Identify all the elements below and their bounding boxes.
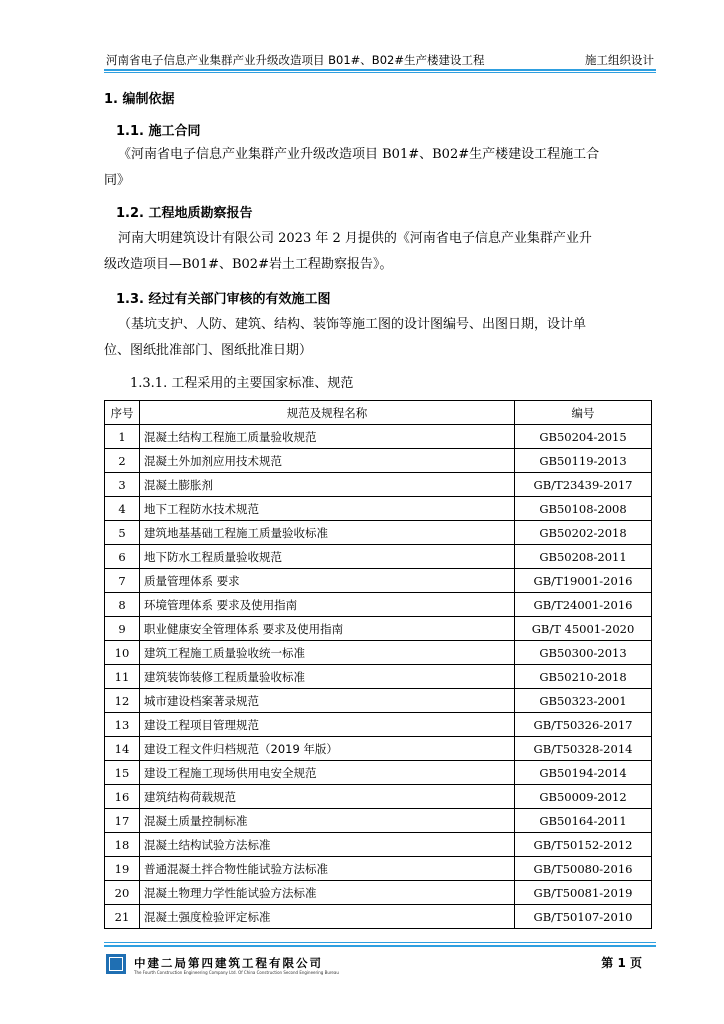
section-heading-1-3-1: 1.3.1. 工程采用的主要国家标准、规范 <box>130 376 354 391</box>
section-heading-1: 1. 编制依据 <box>104 92 175 107</box>
row-code: GB50009-2012 <box>515 785 652 809</box>
row-no: 6 <box>105 545 140 569</box>
row-name: 建筑结构荷载规范 <box>140 785 515 809</box>
row-no: 14 <box>105 737 140 761</box>
table-row <box>105 833 652 857</box>
contract-line-1: 《河南省电子信息产业集群产业升级改造项目 B01#、B02#生产楼建设工程施工合 <box>118 147 600 162</box>
row-name: 职业健康安全管理体系 要求及使用指南 <box>140 617 515 641</box>
row-code: GB50119-2013 <box>515 449 652 473</box>
header-project-title: 河南省电子信息产业集群产业升级改造项目 B01#、B02#生产楼建设工程 <box>106 53 485 67</box>
row-no: 15 <box>105 761 140 785</box>
table-row <box>105 665 652 689</box>
survey-line-1: 河南大明建筑设计有限公司 2023 年 2 月提供的《河南省电子信息产业集群产业升 <box>118 231 592 246</box>
row-no: 2 <box>105 449 140 473</box>
row-name: 混凝土结构工程施工质量验收规范 <box>140 425 515 449</box>
row-code: GB/T23439-2017 <box>515 473 652 497</box>
table-body <box>105 425 652 929</box>
row-no: 19 <box>105 857 140 881</box>
table-row <box>105 905 652 929</box>
row-name: 建设工程施工现场供用电安全规范 <box>140 761 515 785</box>
section-heading-1-2: 1.2. 工程地质勘察报告 <box>116 206 253 221</box>
row-no: 3 <box>105 473 140 497</box>
row-name: 建设工程文件归档规范（2019 年版） <box>140 737 515 761</box>
contract-paragraph <box>104 142 656 194</box>
company-name: 中建二局第四建筑工程有限公司 <box>134 956 323 970</box>
survey-paragraph <box>104 226 656 278</box>
row-name: 混凝土膨胀剂 <box>140 473 515 497</box>
footer-divider-thin <box>104 942 656 943</box>
table-row <box>105 881 652 905</box>
page-header <box>104 52 656 70</box>
row-no: 9 <box>105 617 140 641</box>
row-code: GB50194-2014 <box>515 761 652 785</box>
row-name: 质量管理体系 要求 <box>140 569 515 593</box>
row-code: GB50210-2018 <box>515 665 652 689</box>
row-no: 20 <box>105 881 140 905</box>
row-no: 10 <box>105 641 140 665</box>
table-row <box>105 473 652 497</box>
row-no: 4 <box>105 497 140 521</box>
row-name: 城市建设档案著录规范 <box>140 689 515 713</box>
row-code: GB/T50326-2017 <box>515 713 652 737</box>
table-row <box>105 521 652 545</box>
row-name: 混凝土结构试验方法标准 <box>140 833 515 857</box>
row-name: 普通混凝土拌合物性能试验方法标准 <box>140 857 515 881</box>
table-row <box>105 641 652 665</box>
page-number: 第 1 页 <box>601 956 642 970</box>
table-row <box>105 449 652 473</box>
company-logo-icon <box>106 954 126 974</box>
header-divider <box>104 69 656 71</box>
standards-table <box>104 400 652 929</box>
row-no: 11 <box>105 665 140 689</box>
table-row <box>105 497 652 521</box>
table-row <box>105 857 652 881</box>
header-divider-thin <box>104 72 656 73</box>
table-row <box>105 593 652 617</box>
row-name: 地下防水工程质量验收规范 <box>140 545 515 569</box>
row-code: GB50164-2011 <box>515 809 652 833</box>
row-no: 13 <box>105 713 140 737</box>
header-code: 编号 <box>515 401 652 425</box>
table-row <box>105 761 652 785</box>
row-name: 建筑装饰装修工程质量验收标准 <box>140 665 515 689</box>
row-code: GB/T50152-2012 <box>515 833 652 857</box>
row-no: 7 <box>105 569 140 593</box>
row-code: GB/T19001-2016 <box>515 569 652 593</box>
table-row <box>105 425 652 449</box>
row-name: 建筑工程施工质量验收统一标准 <box>140 641 515 665</box>
row-name: 环境管理体系 要求及使用指南 <box>140 593 515 617</box>
table-row <box>105 569 652 593</box>
company-name-english: The Fourth Construction Engineering Company Ltd. Of China Construction Second Engineering Bureau <box>134 970 339 975</box>
header-no: 序号 <box>105 401 140 425</box>
row-code: GB50202-2018 <box>515 521 652 545</box>
row-name: 地下工程防水技术规范 <box>140 497 515 521</box>
row-code: GB/T50107-2010 <box>515 905 652 929</box>
row-no: 8 <box>105 593 140 617</box>
row-name: 混凝土外加剂应用技术规范 <box>140 449 515 473</box>
survey-line-2: 级改造项目—B01#、B02#岩土工程勘察报告》。 <box>104 257 393 272</box>
row-code: GB/T50328-2014 <box>515 737 652 761</box>
drawings-line-1: （基坑支护、人防、建筑、结构、装饰等施工图的设计图编号、出图日期，设计单 <box>118 317 587 332</box>
row-code: GB/T 45001-2020 <box>515 617 652 641</box>
row-no: 21 <box>105 905 140 929</box>
table-row <box>105 617 652 641</box>
table-header-row <box>105 401 652 425</box>
table-row <box>105 689 652 713</box>
footer-divider <box>104 945 656 947</box>
header-name: 规范及规程名称 <box>140 401 515 425</box>
row-name: 混凝土物理力学性能试验方法标准 <box>140 881 515 905</box>
contract-line-2: 同》 <box>104 173 131 188</box>
row-no: 12 <box>105 689 140 713</box>
drawings-paragraph <box>104 312 656 364</box>
row-code: GB50204-2015 <box>515 425 652 449</box>
row-code: GB/T24001-2016 <box>515 593 652 617</box>
row-no: 1 <box>105 425 140 449</box>
table-row <box>105 785 652 809</box>
row-code: GB50323-2001 <box>515 689 652 713</box>
row-code: GB/T50080-2016 <box>515 857 652 881</box>
row-name: 建筑地基基础工程施工质量验收标准 <box>140 521 515 545</box>
header-doc-type: 施工组织设计 <box>585 53 654 67</box>
row-code: GB50208-2011 <box>515 545 652 569</box>
row-name: 建设工程项目管理规范 <box>140 713 515 737</box>
row-no: 18 <box>105 833 140 857</box>
table-row <box>105 545 652 569</box>
row-no: 5 <box>105 521 140 545</box>
row-code: GB/T50081-2019 <box>515 881 652 905</box>
table-row <box>105 737 652 761</box>
row-code: GB50300-2013 <box>515 641 652 665</box>
row-code: GB50108-2008 <box>515 497 652 521</box>
table-row <box>105 713 652 737</box>
row-name: 混凝土质量控制标准 <box>140 809 515 833</box>
section-heading-1-3: 1.3. 经过有关部门审核的有效施工图 <box>116 292 331 307</box>
row-name: 混凝土强度检验评定标准 <box>140 905 515 929</box>
drawings-line-2: 位、图纸批准部门、图纸批准日期） <box>104 343 313 358</box>
row-no: 17 <box>105 809 140 833</box>
row-no: 16 <box>105 785 140 809</box>
table-row <box>105 809 652 833</box>
section-heading-1-1: 1.1. 施工合同 <box>116 124 201 139</box>
